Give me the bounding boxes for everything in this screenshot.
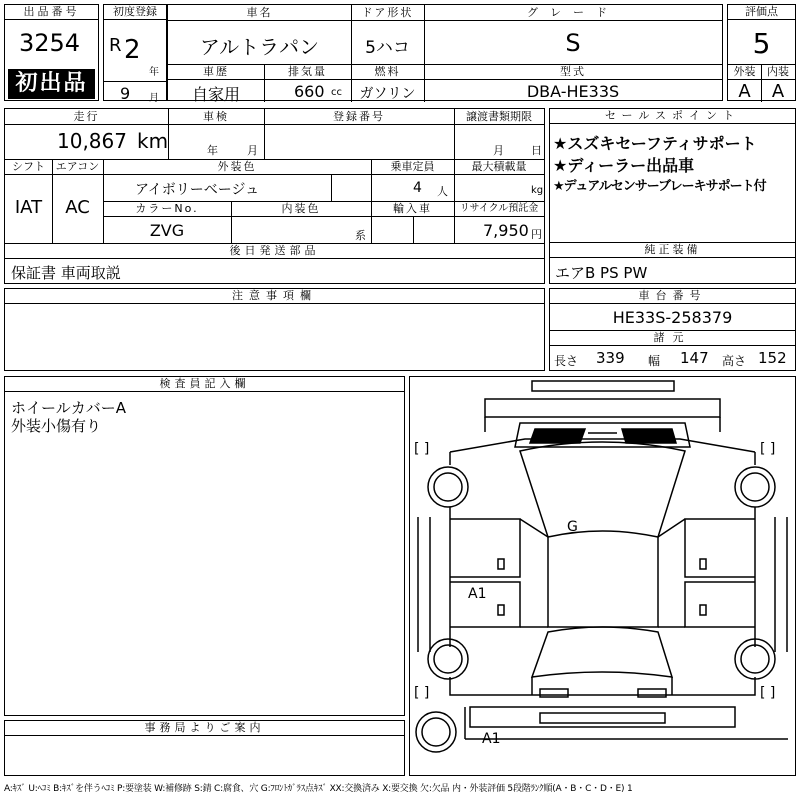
interior-label: 内装 <box>767 65 789 78</box>
plate-label: 登録番号 <box>333 110 385 123</box>
width-value: 147 <box>680 349 709 367</box>
length-label: 長さ <box>554 354 579 368</box>
model-code-value: DBA-HE33S <box>526 82 620 101</box>
recycle-value: 7,950 <box>483 221 529 240</box>
year-value: 2 <box>124 35 141 65</box>
door-label: ドア形状 <box>361 6 414 19</box>
month-unit: 月 <box>149 93 159 104</box>
inspector-line-2: 外装小傷有り <box>11 417 102 435</box>
sales-point-1: ★スズキセーフティサポート <box>553 134 757 153</box>
color-no-label: カラーNo. <box>135 202 199 215</box>
legend-text: A:ｷｽﾞ U:ﾍｺﾐ B:ｷｽﾞを伴うﾍｺﾐ P:要塗装 W:補修跡 S:錆 C:腐食、穴 G:ﾌﾛﾝﾄｶﾞﾗｽ点ｷｽﾞ XX:交換済み X:要交換 欠:欠品 内・外装評価 5段階ﾗﾝｸ順(A・B・C・D・E) 1 <box>4 784 633 794</box>
first-registration-box <box>103 4 167 104</box>
mark-g: G <box>567 519 578 535</box>
later-parts-label: 後日発送部品 <box>229 244 320 257</box>
max-load-label: 最大積載量 <box>471 160 527 173</box>
exterior-grade: A <box>738 81 751 102</box>
first-listing-badge: 初出品 <box>8 69 95 99</box>
svg-text:[ ]: [ ] <box>414 685 430 701</box>
score-box <box>727 4 796 101</box>
shift-value: IAT <box>14 197 43 218</box>
first-reg-label: 初度登録 <box>104 5 166 20</box>
width-label: 幅 <box>648 354 661 368</box>
mileage-unit: km <box>137 129 169 153</box>
door-value: 5ハコ <box>365 38 410 58</box>
transfer-label: 譲渡書類期限 <box>466 110 532 123</box>
equipment-value: エアB PS PW <box>555 264 648 282</box>
lot-label: 出品番号 <box>5 5 98 20</box>
model-code-label: 型式 <box>560 65 586 78</box>
transfer-month-unit: 月 <box>493 144 504 157</box>
history-label: 車歴 <box>203 65 229 78</box>
later-parts-value: 保証書 車両取説 <box>11 264 121 282</box>
car-diagram-box <box>409 376 796 776</box>
grade-label: グレード <box>527 6 619 19</box>
aircon-value: AC <box>65 197 90 218</box>
displacement-label: 排気量 <box>288 65 327 78</box>
sales-point-3: ★デュアルセンサーブレーキサポート付 <box>553 179 766 194</box>
seats-unit: 人 <box>437 185 448 198</box>
era-label: R <box>109 35 122 56</box>
mileage-label: 走行 <box>73 110 100 123</box>
transfer-day-unit: 日 <box>531 144 542 157</box>
svg-text:[ ]: [ ] <box>760 441 776 457</box>
score-value: 5 <box>752 27 771 60</box>
car-diagram <box>410 377 795 775</box>
displacement-value: 660 <box>294 82 325 101</box>
equipment-box <box>549 242 796 284</box>
mark-a1-left: A1 <box>468 586 487 602</box>
length-value: 339 <box>596 349 625 367</box>
chassis-box <box>549 288 796 371</box>
import-label: 輸入車 <box>393 202 432 215</box>
aircon-label: エアコン <box>55 160 100 173</box>
office-label: 事務局よりご案内 <box>5 721 404 736</box>
score-label: 評価点 <box>728 5 795 20</box>
fuel-value: ガソリン <box>359 86 416 102</box>
inspector-line-1: ホイールカバーA <box>11 399 126 417</box>
recycle-unit: 円 <box>531 228 542 241</box>
color-no-value: ZVG <box>149 221 185 240</box>
car-name: アルトラパン <box>199 35 320 59</box>
ext-color-label: 外装色 <box>217 160 257 173</box>
sales-point-label: セールスポイント <box>550 109 795 124</box>
history-value: 自家用 <box>191 85 240 104</box>
mileage-value: 10,867 <box>57 129 127 153</box>
lot-number: 3254 <box>19 29 81 57</box>
seats-label: 乗車定員 <box>390 160 435 173</box>
interior-grade: A <box>771 81 785 102</box>
sales-point-2: ★ディーラー出品車 <box>553 156 695 175</box>
int-color-unit: 系 <box>355 229 366 242</box>
inspection-year-unit: 年 <box>207 144 218 157</box>
specs-label: 諸元 <box>653 331 692 344</box>
grade-value: S <box>565 29 581 57</box>
inspector-label: 検査員記入欄 <box>5 377 404 392</box>
height-value: 152 <box>758 349 787 367</box>
height-label: 高さ <box>722 354 747 368</box>
seats-value: 4 <box>413 180 422 196</box>
displacement-unit: cc <box>331 87 342 98</box>
inspection-month-unit: 月 <box>247 144 258 157</box>
chassis-number: HE33S-258379 <box>612 308 733 327</box>
fuel-label: 燃料 <box>374 65 401 78</box>
exterior-label: 外装 <box>733 65 756 78</box>
office-box <box>4 720 405 776</box>
shift-label: シフト <box>12 160 45 173</box>
specs-table <box>4 108 545 284</box>
car-name-label: 車名 <box>246 6 273 19</box>
notes-box <box>4 288 545 371</box>
car-main-box <box>167 4 723 104</box>
year-unit: 年 <box>149 67 159 78</box>
sales-point-box <box>549 108 796 255</box>
equipment-label: 純正装備 <box>550 243 795 258</box>
inspector-box <box>4 376 405 716</box>
inspection-label: 車検 <box>203 110 229 123</box>
svg-text:[ ]: [ ] <box>760 685 776 701</box>
chassis-label: 車台番号 <box>550 289 795 304</box>
svg-text:[ ]: [ ] <box>414 441 430 457</box>
ext-color-value: アイボリーベージュ <box>135 182 260 198</box>
max-load-unit: kg <box>531 185 544 196</box>
int-color-label: 内装色 <box>281 202 321 215</box>
lot-box <box>4 4 99 101</box>
mark-a1-bottom: A1 <box>482 731 501 747</box>
notes-label: 注意事項欄 <box>5 289 544 304</box>
month-value: 9 <box>120 84 131 103</box>
recycle-label: リサイクル預託金 <box>459 203 539 214</box>
